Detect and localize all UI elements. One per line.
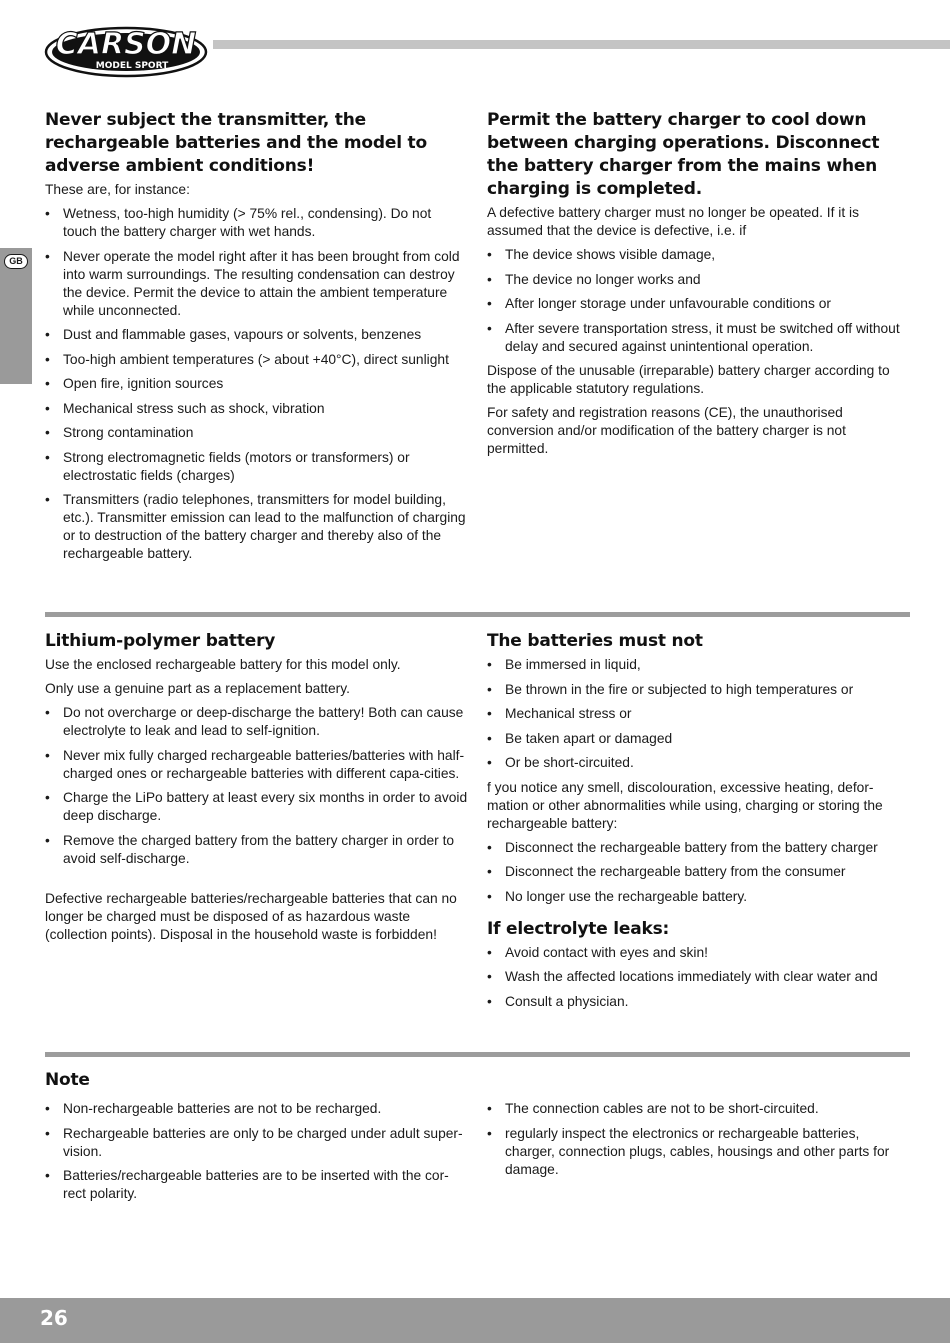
batteries-must-not-list bbox=[487, 656, 910, 772]
list-item: • regularly inspect the electronics or rechargeable batteries, charger, connection plugs, cables, housings and other parts for damage. bbox=[487, 1125, 910, 1179]
list-item: • Too-high ambient temperatures (> about +40°C), direct sunlight bbox=[45, 351, 468, 369]
list-item: • After longer storage under unfavourable conditions or bbox=[487, 295, 910, 313]
ambient-conditions-heading: Never subject the transmitter, the rechargeable batteries and the model to adverse ambient conditions! bbox=[45, 110, 427, 176]
list-item: • After severe transportation stress, it must be switched off without delay and secured against unintentional operation. bbox=[487, 320, 910, 356]
lipo-battery-section bbox=[45, 630, 468, 950]
list-item: • Disconnect the rechargeable battery from the consumer bbox=[487, 863, 910, 881]
list-item: • Batteries/rechargeable batteries are to be inserted with the cor-rect polarity. bbox=[45, 1167, 468, 1203]
lipo-replacement-text: Only use a genuine part as a replacement battery. bbox=[45, 681, 350, 696]
list-item: • No longer use the rechargeable battery. bbox=[487, 888, 910, 906]
batteries-must-not-section bbox=[487, 630, 910, 1017]
list-item: • Never mix fully charged rechargeable batteries/batteries with half-charged ones or rechargeable batteries with different capa-cities. bbox=[45, 747, 468, 783]
list-item: • Avoid contact with eyes and skin! bbox=[487, 944, 910, 962]
list-item: • Remove the charged battery from the battery charger in order to avoid self-discharge. bbox=[45, 832, 468, 868]
ambient-conditions-intro: These are, for instance: bbox=[45, 182, 190, 197]
list-item: • Disconnect the rechargeable battery from the battery charger bbox=[487, 839, 910, 857]
list-item: • The connection cables are not to be short-circuited. bbox=[487, 1100, 910, 1118]
lipo-rules-list bbox=[45, 704, 468, 868]
list-item: • Transmitters (radio telephones, transmitters for model building, etc.). Transmitter emission can lead to the malfunction of charging or to destruction of the battery charger and thereby also of the rechargeable battery. bbox=[45, 491, 468, 563]
electrolyte-leaks-heading: If electrolyte leaks: bbox=[487, 918, 670, 939]
list-item: • Mechanical stress such as shock, vibration bbox=[45, 400, 468, 418]
list-item: • Mechanical stress or bbox=[487, 705, 910, 723]
ambient-conditions-list bbox=[45, 205, 468, 563]
list-item: • Be immersed in liquid, bbox=[487, 656, 910, 674]
note-section-left bbox=[45, 1069, 468, 1210]
language-side-tab bbox=[0, 248, 32, 384]
header-bar bbox=[213, 40, 950, 49]
note-heading: Note bbox=[45, 1070, 90, 1090]
list-item: • The device no longer works and bbox=[487, 271, 910, 289]
svg-text:MODEL SPORT: MODEL SPORT bbox=[95, 61, 169, 71]
lipo-battery-heading: Lithium-polymer battery bbox=[45, 631, 276, 651]
batteries-must-not-heading: The batteries must not bbox=[487, 631, 703, 651]
note-list-left bbox=[45, 1100, 468, 1203]
section-divider bbox=[45, 1052, 910, 1057]
list-item: • The device shows visible damage, bbox=[487, 246, 910, 264]
list-item: • Open fire, ignition sources bbox=[45, 375, 468, 393]
list-item: • Strong contamination bbox=[45, 424, 468, 442]
page-footer bbox=[0, 1298, 950, 1343]
section-divider bbox=[45, 612, 910, 617]
carson-logo bbox=[44, 24, 208, 78]
electrolyte-leaks-list bbox=[487, 944, 910, 1011]
list-item: • Wash the affected locations immediately with clear water and bbox=[487, 968, 910, 986]
list-item: • Rechargeable batteries are only to be charged under adult super-vision. bbox=[45, 1125, 468, 1161]
abnormalities-action-list bbox=[487, 839, 910, 906]
svg-text:CARSON: CARSON bbox=[55, 27, 197, 62]
charger-defective-intro: A defective battery charger must no longer be opeated. If it is assumed that the device is defective, i.e. if bbox=[487, 205, 859, 238]
note-section-right bbox=[487, 1100, 910, 1185]
page-number: 26 bbox=[40, 1306, 68, 1330]
ambient-conditions-section bbox=[45, 109, 468, 570]
charger-cooling-section bbox=[487, 109, 910, 464]
list-item: • Wetness, too-high humidity (> 75% rel., condensing). Do not touch the battery charger with wet hands. bbox=[45, 205, 468, 241]
list-item: • Strong electromagnetic fields (motors or transformers) or electrostatic fields (charges) bbox=[45, 449, 468, 485]
list-item: • Do not overcharge or deep-discharge the battery! Both can cause electrolyte to leak and lead to self-ignition. bbox=[45, 704, 468, 740]
list-item: • Charge the LiPo battery at least every six months in order to avoid deep discharge. bbox=[45, 789, 468, 825]
lipo-usage-text: Use the enclosed rechargeable battery for this model only. bbox=[45, 657, 401, 672]
abnormalities-text: f you notice any smell, discolouration, excessive heating, defor-mation or other abnormalities while using, charging or storing the rechargeable battery: bbox=[487, 779, 883, 831]
charger-disposal-text: Dispose of the unusable (irreparable) battery charger according to the applicable statutory regulations. bbox=[487, 363, 890, 396]
charger-cooling-heading: Permit the battery charger to cool down between charging operations. Disconnect the battery charger from the mains when charging is completed. bbox=[487, 110, 880, 199]
lipo-disposal-text: Defective rechargeable batteries/rechargeable batteries that can no longer be charged must be disposed of as hazardous waste (collection points). Disposal in the household waste is forbidden! bbox=[45, 891, 457, 942]
charger-defective-list bbox=[487, 246, 910, 356]
list-item: • Or be short-circuited. bbox=[487, 754, 910, 772]
list-item: • Be taken apart or damaged bbox=[487, 730, 910, 748]
list-item: • Consult a physician. bbox=[487, 993, 910, 1011]
list-item: • Never operate the model right after it has been brought from cold into warm surroundings. The resulting condensation can destroy the device. Permit the device to attain the ambient temperature while unconnected. bbox=[45, 248, 468, 320]
list-item: • Be thrown in the fire or subjected to high temperatures or bbox=[487, 681, 910, 699]
list-item: • Non-rechargeable batteries are not to be recharged. bbox=[45, 1100, 468, 1118]
note-list-right bbox=[487, 1100, 910, 1179]
list-item: • Dust and flammable gases, vapours or solvents, benzenes bbox=[45, 326, 468, 344]
language-badge: GB bbox=[4, 254, 28, 269]
charger-ce-text: For safety and registration reasons (CE), the unauthorised conversion and/or modification of the battery charger is not permitted. bbox=[487, 405, 846, 456]
